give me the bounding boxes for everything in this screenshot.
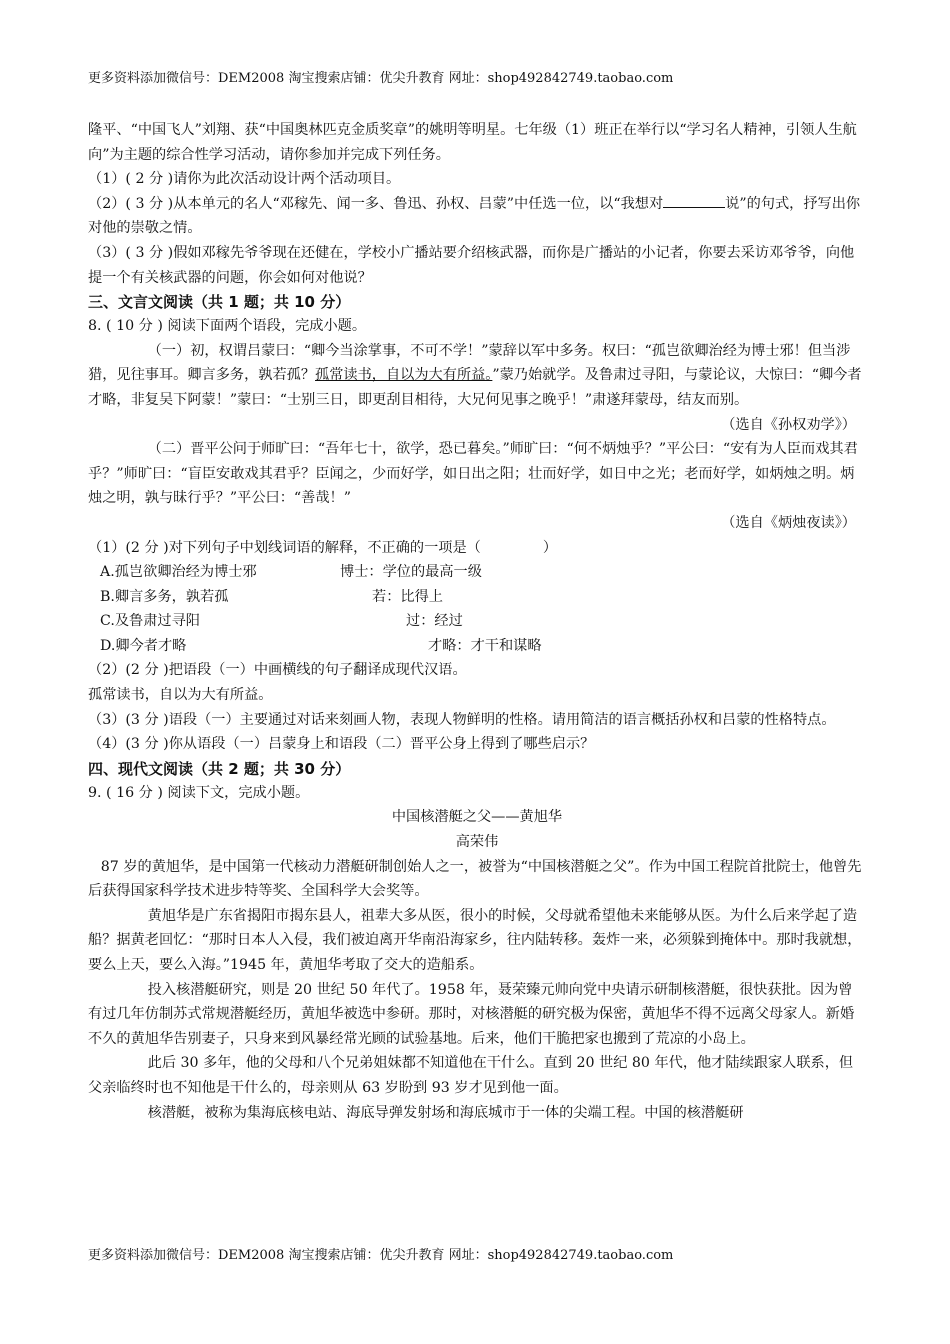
- page-footer: 更多资料添加微信号：DEM2008 淘宝搜索店铺：优尖升教育 网址：shop492842749.taobao.com: [88, 1248, 674, 1263]
- article-author: 高荣伟: [455, 834, 499, 851]
- sub-question-3: （3）(3 分 )语段（一）主要通过对话来刻画人物，表现人物鲜明的性格。请用简洁的语言概括孙权和吕蒙的性格特点。: [88, 711, 836, 728]
- underlined-sentence: 孤常读书，自以为大有所益。: [315, 367, 493, 384]
- article-paragraph: 此后 30 多年，他的父母和八个兄弟姐妹都不知道他在干什么。直到 20 世纪 80 年代，他才陆续跟家人联系，但父亲临终时也不知他是干什么的，母亲则从 63 岁盼到 93 岁才见到他一面。: [88, 1055, 854, 1096]
- option-b-sentence: B.卿言多务，孰若孤: [100, 588, 229, 605]
- option-b-explanation: 若：比得上: [372, 588, 443, 605]
- option-c[interactable]: [88, 609, 866, 634]
- section-3-title: 三、文言文阅读（共 1 题；共 10 分）: [88, 293, 351, 312]
- article-title: 中国核潜艇之父——黄旭华: [391, 809, 563, 826]
- article-paragraph: 核潜艇，被称为集海底核电站、海底导弹发射场和海底城市于一体的尖端工程。中国的核潜艇研: [147, 1104, 744, 1121]
- question-2: [88, 192, 866, 241]
- option-a[interactable]: [88, 560, 866, 585]
- option-d[interactable]: [88, 634, 866, 659]
- passage-1-text-b: ”蒙乃始就学。及鲁肃过寻阳，与蒙论议，大惊曰：“卿今者才略，非复吴下阿蒙！”蒙曰：“士别三日，即更刮目相待，大兄何见事之晚乎！”肃遂拜蒙母，结友而别。: [88, 367, 862, 408]
- question-3: （3）( 3 分 )假如邓稼先爷爷现在还健在，学校小广播站要介绍核武器，而你是广播站的小记者，你要去采访邓爷爷，向他提一个有关核武器的问题，你会如何对他说？: [88, 244, 855, 286]
- question-8: 8. ( 10 分 ) 阅读下面两个语段，完成小题。: [88, 318, 367, 335]
- page-header: 更多资料添加微信号：DEM2008 淘宝搜索店铺：优尖升教育 网址：shop492842749.taobao.com: [88, 71, 674, 86]
- intro-paragraph: 隆平、“中国飞人”刘翔、获“中国奥林匹克金质奖章”的姚明等明星。七年级（1）班正在举行以“学习名人精神，引领人生航向”为主题的综合性学习活动，请你参加并完成下列任务。: [88, 122, 857, 163]
- question-2-text-b: 说”的句式，抒写出你对他的崇敬之情。: [88, 195, 861, 237]
- article-paragraph: 87 岁的黄旭华，是中国第一代核动力潜艇研制创始人之一，被誉为“中国核潜艇之父”。作为中国工程院首批院士，他曾先后获得国家科学技术进步特等奖、全国科学大会奖等。: [88, 858, 862, 900]
- sub-question-1-text: （1）(2 分 )对下列句子中划线词语的解释，不正确的一项是（: [88, 539, 481, 556]
- option-d-explanation: 才略：才干和谋略: [428, 637, 542, 654]
- article-paragraph: 黄旭华是广东省揭阳市揭东县人，祖辈大多从医，很小的时候，父母就希望他未来能够从医。为什么后来学起了造船？据黄老回忆：“那时日本人入侵，我们被迫离开华南沿海家乡，往内陆转移。轰炸一来，必须躲到掩体中。那时我就想，要么上天，要么入海。”1945 年，黄旭华考取了交大的造船系。: [88, 907, 862, 973]
- option-a-sentence: A.孤岂欲卿治经为博士邪: [100, 564, 257, 581]
- question-2-text-a: （2）( 3 分 )从本单元的名人“邓稼先、闻一多、鲁迅、孙权、吕蒙”中任选一位，以“我想对: [88, 195, 664, 212]
- option-c-explanation: 过：经过: [406, 613, 463, 630]
- sub-question-1-close: ）: [542, 539, 558, 556]
- sub-question-2: （2）(2 分 )把语段（一）中画横线的句子翻译成现代汉语。: [88, 662, 467, 679]
- question-9: 9. ( 16 分 ) 阅读下文，完成小题。: [88, 784, 310, 801]
- classical-passage-2: （二）晋平公问于师旷曰：“吾年七十，欲学，恐已暮矣。”师旷曰：“何不炳烛乎？”平公曰：“安有为人臣而戏其君乎？”师旷曰：“盲臣安敢戏其君乎？臣闻之，少而好学，如日出之阳；壮而好学，如日中之光；老而好学，如炳烛之明。炳烛之明，孰与昧行乎？”平公曰：“善哉！”: [88, 441, 858, 507]
- sub-question-1: [88, 536, 866, 561]
- passage-1-text-a: （一）初，权谓吕蒙曰：“卿今当涂掌事，不可不学！”蒙辞以军中多务。权曰：“孤岂欲卿治经为博士邪！但当涉猎，见往事耳。卿言多务，孰若孤？: [88, 342, 851, 384]
- question-1: （1）( 2 分 )请你为此次活动设计两个活动项目。: [88, 171, 401, 188]
- option-c-sentence: C.及鲁肃过寻阳: [100, 613, 200, 630]
- option-d-sentence: D.卿今者才略: [100, 637, 187, 654]
- article-paragraph: 投入核潜艇研究，则是 20 世纪 50 年代了。1958 年，聂荣臻元帅向党中央请示研制核潜艇，很快获批。因为曾有过几年仿制苏式常规潜艇经历，黄旭华被选中参研。那时，对核潜艇的研究极为保密，黄旭华不得不远离父母家人。新婚不久的黄旭华告别妻子，只身来到风暴经常光顾的试验基地。后来，他们干脆把家也搬到了荒凉的小岛上。: [88, 981, 855, 1047]
- answer-blank[interactable]: [663, 193, 725, 208]
- passage-1-source: （选自《孙权劝学》）: [721, 416, 856, 433]
- classical-passage-1: [88, 339, 866, 413]
- option-a-explanation: 博士：学位的最高一级: [340, 564, 482, 581]
- document-body: [88, 118, 866, 1125]
- passage-2-source: （选自《炳烛夜读》）: [721, 514, 856, 531]
- sub-question-4: （4）(3 分 )你从语段（一）吕蒙身上和语段（二）晋平公身上得到了哪些启示？: [88, 736, 595, 753]
- translation-sentence: 孤常读书，自以为大有所益。: [88, 687, 273, 704]
- option-b[interactable]: [88, 585, 866, 610]
- section-4-title: 四、现代文阅读（共 2 题；共 30 分）: [88, 759, 351, 778]
